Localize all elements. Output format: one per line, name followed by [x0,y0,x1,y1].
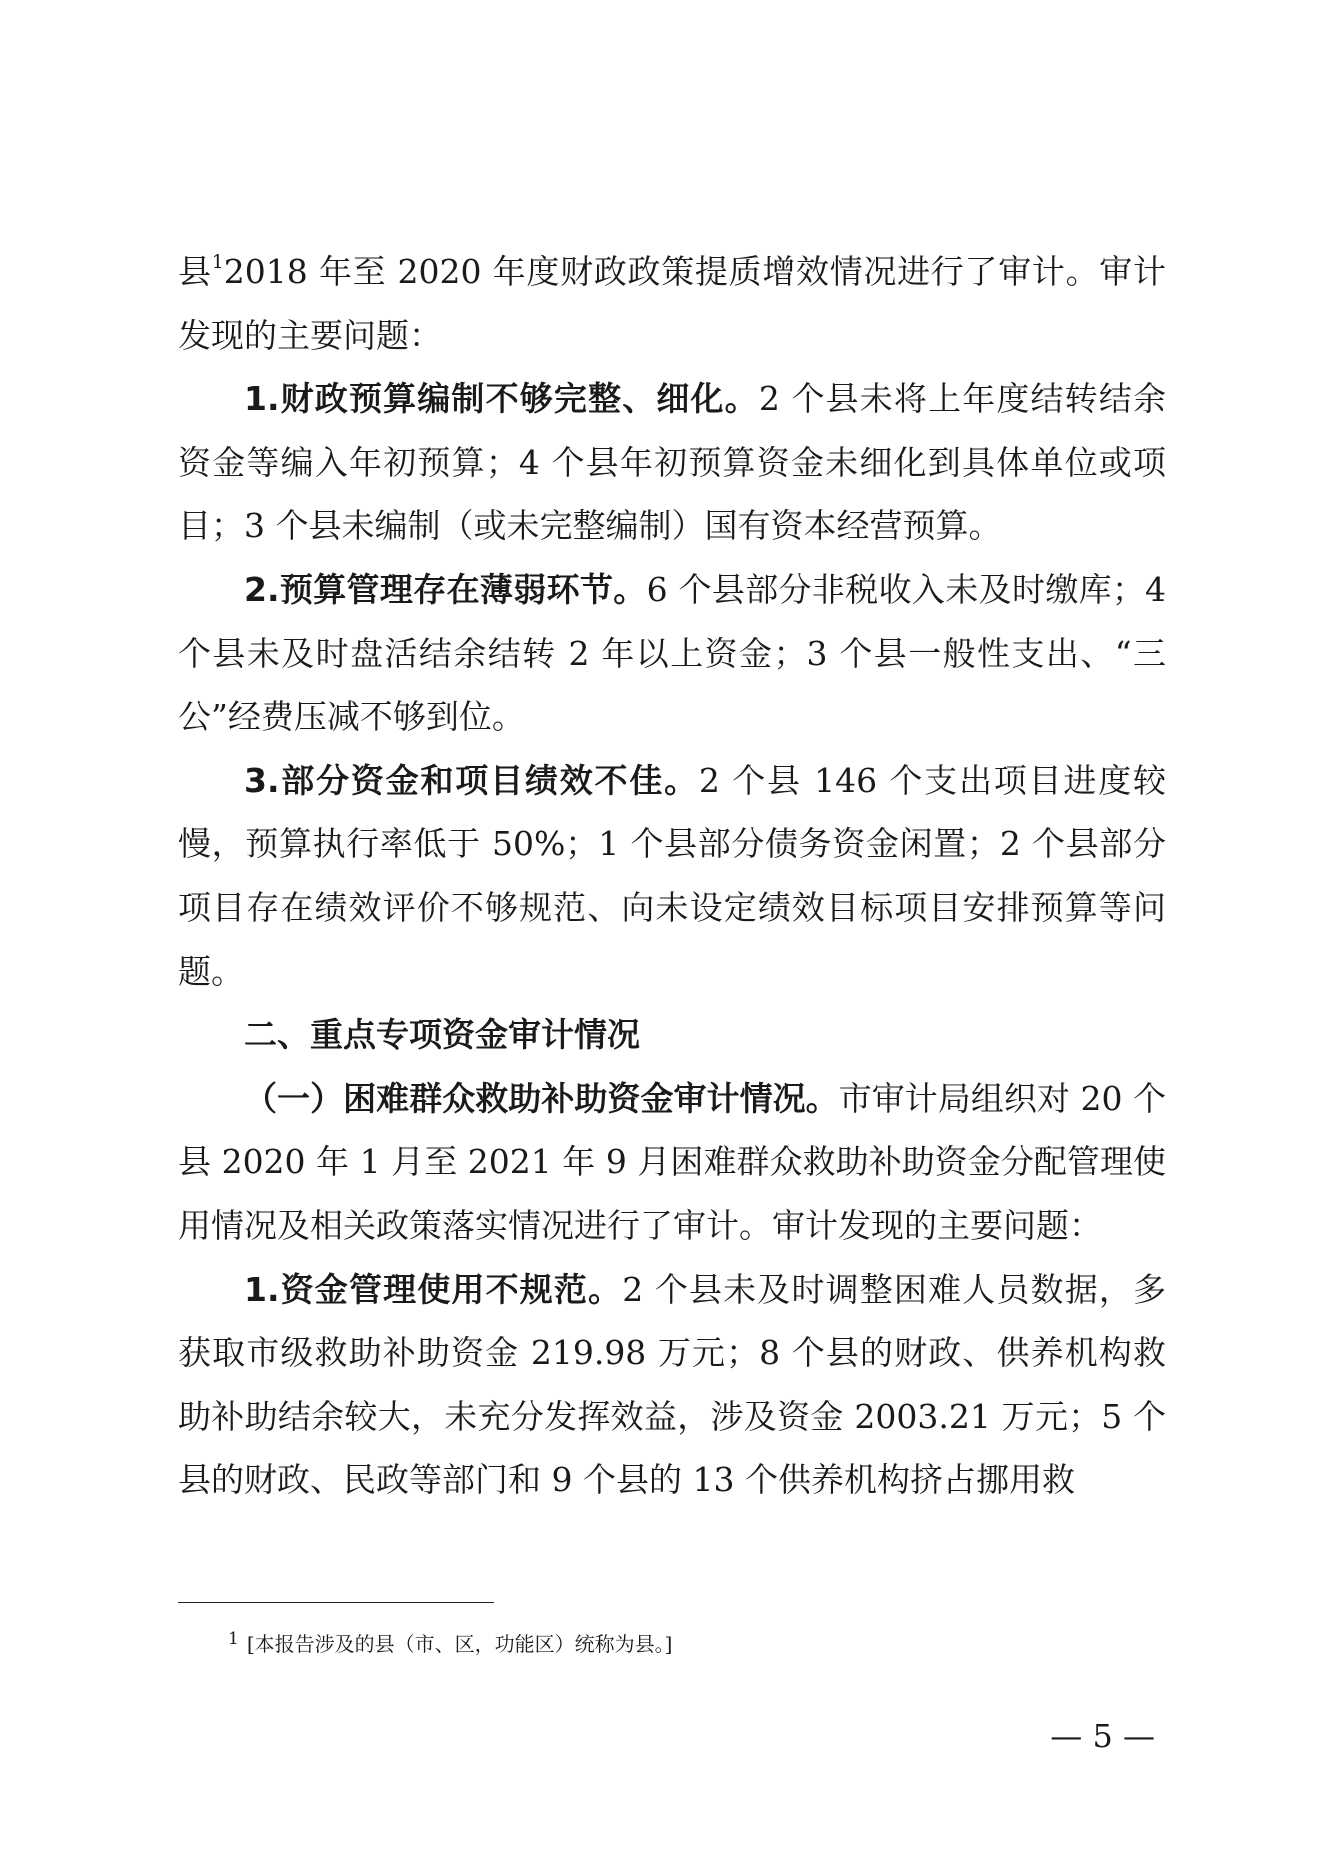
paragraph-1-start: 县 [178,252,212,291]
paragraph-6 [178,1258,1166,1512]
body-text [178,240,1166,1512]
footnote-separator [178,1602,494,1603]
paragraph-3-text: 6 个县部分非税收入未及时缴库；4 个县未及时盘活结余结转 2 年以上资金；3 个县一般性支出、“三公”经费压减不够到位。 [178,569,1167,737]
paragraph-6-text: 2 个县未及时调整困难人员数据，多获取市级救助补助资金 219.98 万元；8 个县的财政、供养机构救助补助结余较大，未充分发挥效益，涉及资金 2003.21 万元；5 个县的财政、民政等部门和 9 个县的 13 个供养机构挤占挪用救 [178,1269,1166,1500]
paragraph-4-lead: 3.部分资金和项目绩效不佳。 [244,760,699,800]
footnote-reference[interactable]: 1 [211,251,224,273]
section-heading: 二、重点专项资金审计情况 [244,1015,640,1055]
paragraph-3 [178,558,1166,749]
paragraph-1 [178,240,1166,367]
paragraph-4-text: 2 个县 146 个支出项目进度较慢，预算执行率低于 50%；1 个县部分债务资金闲置；2 个县部分项目存在绩效评价不够规范、向未设定绩效目标项目安排预算等问题。 [178,760,1166,991]
paragraph-5 [178,1067,1166,1258]
footnote-text: [本报告涉及的县（市、区，功能区）统称为县。] [246,1632,673,1656]
footnote [228,1628,672,1657]
paragraph-2-text: 2 个县未将上年度结转结余资金等编入年初预算；4 个县年初预算资金未细化到具体单位或项目；3 个县未编制（或未完整编制）国有资本经营预算。 [178,379,1166,546]
footnote-number: 1 [228,1629,239,1649]
paragraph-2 [178,367,1166,558]
page-number: — 5 — [1050,1717,1155,1755]
paragraph-5-text: 市审计局组织对 20 个县 2020 年 1 月至 2021 年 9 月困难群众救助补助资金分配管理使用情况及相关政策落实情况进行了审计。审计发现的主要问题： [178,1078,1166,1245]
paragraph-3-lead: 2.预算管理存在薄弱环节。 [244,569,647,609]
paragraph-5-lead: （一）困难群众救助补助资金审计情况。 [244,1078,839,1118]
paragraph-6-lead: 1.资金管理使用不规范。 [244,1269,623,1309]
paragraph-2-lead: 1.财政预算编制不够完整、细化。 [244,379,759,419]
paragraph-4 [178,749,1166,1003]
paragraph-1-text: 2018 年至 2020 年度财政政策提质增效情况进行了审计。审计发现的主要问题： [178,252,1167,355]
